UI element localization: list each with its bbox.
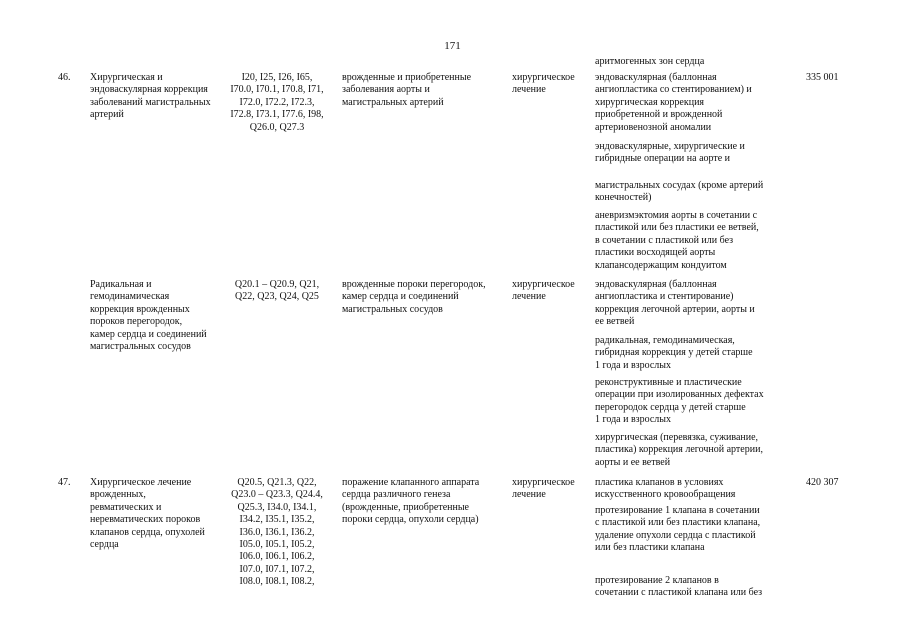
treatment-method: протезирование 1 клапана в сочетании с пластикой или без пластики клапана, удаление опухоли сердца с пластикой или без пластики клапана [595,505,761,554]
icd-codes: I20, I25, I26, I65, I70.0, I70.1, I70.8, I71, I72.0, I72.2, I72.3, I72.8, I73.1, I77.6, I98, Q26.0, Q27.3 [230,72,324,133]
treatment-method: магистральных сосудах (кроме артерий конечностей) [595,180,764,204]
treatment-method: протезирование 2 клапанов в сочетании с пластикой клапана или без [595,575,763,599]
icd-codes: Q20.1 – Q20.9, Q21, Q22, Q23, Q24, Q25 [234,279,320,303]
treatment-method: эндоваскулярная (баллонная ангиопластика со стентированием) и хирургическая коррекция приобретенной и врожденной артериовенозной аномалии [595,72,752,133]
patient-model: врожденные пороки перегородок, камер сердца и соединений магистральных сосудов [342,279,486,315]
treatment-method: реконструктивные и пластические операции при изолированных дефектах перегородок сердца у детей старше 1 года и взрослых [595,377,764,426]
treatment-method: аневризмэктомия аорты в сочетании с пластикой или без пластики ее ветвей, в сочетании с пластикой или без пластики восходящей аорты клапансодержащим кондуитом [595,210,759,271]
page-number: 171 [444,40,461,52]
treatment-method: пластика клапанов в условиях искусственного кровообращения [595,477,736,501]
care-type-name: Хирургическое лечение врожденных, ревматических и неревматических пороков клапанов сердца, опухолей сердца [90,477,205,551]
row-number: 47. [58,477,71,488]
treatment-type: хирургическое лечение [512,72,575,96]
price: 335 001 [806,72,839,83]
treatment-method: эндоваскулярные, хирургические и гибридные операции на аорте и [595,141,745,165]
treatment-method: хирургическая (перевязка, суживание, пластика) коррекция легочной артерии, аорты и ее ветвей [595,432,763,468]
care-type-name: Хирургическая и эндоваскулярная коррекция заболеваний магистральных артерий [90,72,211,121]
treatment-type: хирургическое лечение [512,279,575,303]
treatment-method: эндоваскулярная (баллонная ангиопластика и стентирование) коррекция легочной артерии, аорты и ее ветвей [595,279,755,328]
patient-model: врожденные и приобретенные заболевания аорты и магистральных артерий [342,72,472,108]
treatment-type: хирургическое лечение [512,477,575,501]
icd-codes: Q20.5, Q21.3, Q22, Q23.0 – Q23.3, Q24.4, Q25.3, I34.0, I34.1, I34.2, I35.1, I35.2, I36.0, I36.1, I36.2, I05.0, I05.1, I05.2, I06.0, I06.1, I06.2, I07.0, I07.1, I07.2, I08.0, I08.1, I08.2, [231,477,323,588]
treatment-method: радикальная, гемодинамическая, гибридная коррекция у детей старше 1 года и взрослых [595,335,753,371]
row-number: 46. [58,72,71,83]
care-type-name: Радикальная и гемодинамическая коррекция врожденных пороков перегородок, камер сердца и соединений магистральных сосудов [90,279,207,353]
patient-model: поражение клапанного аппарата сердца различного генеза (врожденные, приобретенные пороки сердца, опухоли сердца) [342,477,480,526]
price: 420 307 [806,477,839,488]
continuation-line: аритмогенных зон сердца [595,56,705,67]
